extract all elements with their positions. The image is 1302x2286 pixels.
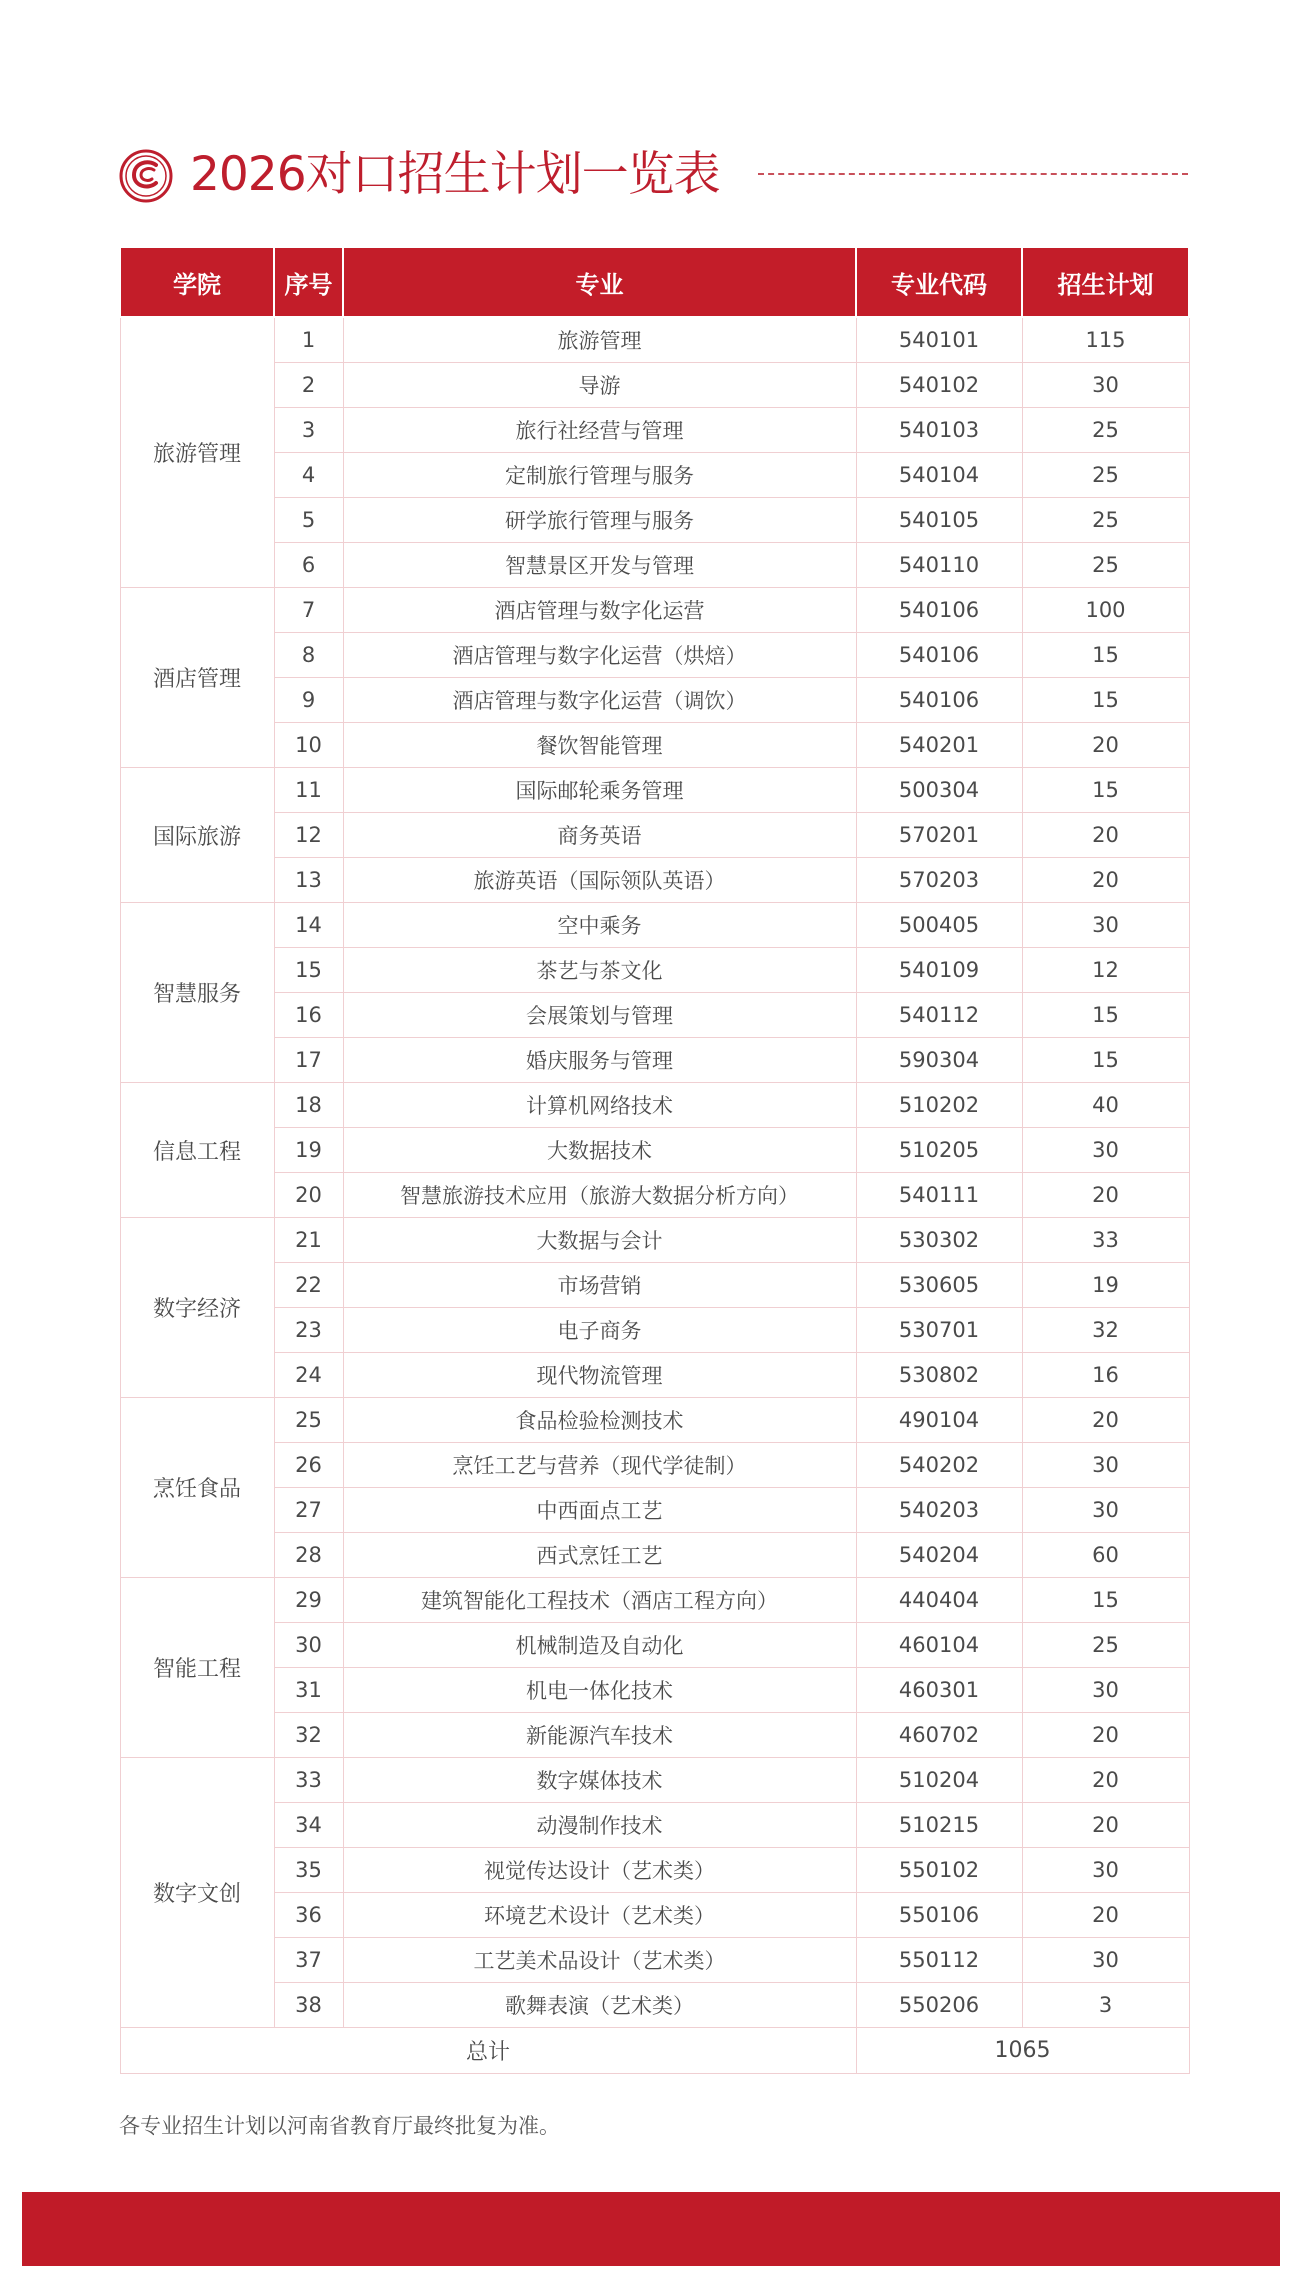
row-number: 27 xyxy=(274,1488,343,1533)
major-code: 530802 xyxy=(856,1353,1022,1398)
major-name: 现代物流管理 xyxy=(343,1353,856,1398)
table-row xyxy=(120,1443,1189,1488)
plan-count: 40 xyxy=(1022,1083,1189,1128)
major-name: 酒店管理与数字化运营（调饮） xyxy=(343,678,856,723)
college-cell: 酒店管理 xyxy=(120,588,274,768)
major-code: 540106 xyxy=(856,633,1022,678)
row-number: 28 xyxy=(274,1533,343,1578)
major-name: 研学旅行管理与服务 xyxy=(343,498,856,543)
major-name: 智慧景区开发与管理 xyxy=(343,543,856,588)
major-code: 490104 xyxy=(856,1398,1022,1443)
table-row xyxy=(120,1668,1189,1713)
major-code: 540204 xyxy=(856,1533,1022,1578)
table-row xyxy=(120,813,1189,858)
row-number: 34 xyxy=(274,1803,343,1848)
table-row xyxy=(120,453,1189,498)
plan-count: 12 xyxy=(1022,948,1189,993)
major-name: 市场营销 xyxy=(343,1263,856,1308)
major-name: 酒店管理与数字化运营 xyxy=(343,588,856,633)
row-number: 17 xyxy=(274,1038,343,1083)
plan-count: 20 xyxy=(1022,813,1189,858)
row-number: 5 xyxy=(274,498,343,543)
major-code: 540112 xyxy=(856,993,1022,1038)
major-code: 460104 xyxy=(856,1623,1022,1668)
major-name: 西式烹饪工艺 xyxy=(343,1533,856,1578)
table-row xyxy=(120,1488,1189,1533)
table-row xyxy=(120,1083,1189,1128)
footnote: 各专业招生计划以河南省教育厅最终批复为准。 xyxy=(119,2114,560,2138)
header-major-code: 专业代码 xyxy=(856,247,1022,317)
table-row xyxy=(120,317,1189,363)
plan-count: 19 xyxy=(1022,1263,1189,1308)
major-name: 大数据技术 xyxy=(343,1128,856,1173)
plan-count: 30 xyxy=(1022,903,1189,948)
row-number: 38 xyxy=(274,1983,343,2028)
table-row xyxy=(120,903,1189,948)
footer-band xyxy=(22,2192,1280,2266)
major-name: 环境艺术设计（艺术类） xyxy=(343,1893,856,1938)
row-number: 16 xyxy=(274,993,343,1038)
row-number: 21 xyxy=(274,1218,343,1263)
plan-count: 25 xyxy=(1022,453,1189,498)
plan-count: 15 xyxy=(1022,1038,1189,1083)
row-number: 26 xyxy=(274,1443,343,1488)
table-row xyxy=(120,1173,1189,1218)
plan-count: 30 xyxy=(1022,1443,1189,1488)
table-row xyxy=(120,543,1189,588)
title-row xyxy=(118,140,1188,210)
plan-count: 20 xyxy=(1022,723,1189,768)
table-row xyxy=(120,1938,1189,1983)
major-code: 510215 xyxy=(856,1803,1022,1848)
major-name: 工艺美术品设计（艺术类） xyxy=(343,1938,856,1983)
row-number: 8 xyxy=(274,633,343,678)
major-name: 建筑智能化工程技术（酒店工程方向） xyxy=(343,1578,856,1623)
table-header-row xyxy=(120,247,1189,317)
major-name: 计算机网络技术 xyxy=(343,1083,856,1128)
major-name: 商务英语 xyxy=(343,813,856,858)
major-code: 570203 xyxy=(856,858,1022,903)
plan-count: 15 xyxy=(1022,1578,1189,1623)
major-code: 540111 xyxy=(856,1173,1022,1218)
major-name: 婚庆服务与管理 xyxy=(343,1038,856,1083)
major-code: 460702 xyxy=(856,1713,1022,1758)
major-name: 食品检验检测技术 xyxy=(343,1398,856,1443)
major-name: 歌舞表演（艺术类） xyxy=(343,1983,856,2028)
major-code: 550102 xyxy=(856,1848,1022,1893)
row-number: 18 xyxy=(274,1083,343,1128)
table-row xyxy=(120,588,1189,633)
major-name: 茶艺与茶文化 xyxy=(343,948,856,993)
major-name: 视觉传达设计（艺术类） xyxy=(343,1848,856,1893)
major-name: 酒店管理与数字化运营（烘焙） xyxy=(343,633,856,678)
plan-count: 25 xyxy=(1022,1623,1189,1668)
college-cell: 国际旅游 xyxy=(120,768,274,903)
plan-count: 25 xyxy=(1022,498,1189,543)
major-name: 国际邮轮乘务管理 xyxy=(343,768,856,813)
row-number: 6 xyxy=(274,543,343,588)
college-cell: 智能工程 xyxy=(120,1578,274,1758)
major-code: 540110 xyxy=(856,543,1022,588)
table-row xyxy=(120,1353,1189,1398)
major-code: 540104 xyxy=(856,453,1022,498)
row-number: 7 xyxy=(274,588,343,633)
table-row xyxy=(120,1758,1189,1803)
major-code: 550112 xyxy=(856,1938,1022,1983)
college-cell: 烹饪食品 xyxy=(120,1398,274,1578)
plan-count: 15 xyxy=(1022,993,1189,1038)
plan-count: 30 xyxy=(1022,1128,1189,1173)
major-name: 新能源汽车技术 xyxy=(343,1713,856,1758)
plan-count: 15 xyxy=(1022,768,1189,813)
row-number: 30 xyxy=(274,1623,343,1668)
row-number: 3 xyxy=(274,408,343,453)
major-name: 旅行社经营与管理 xyxy=(343,408,856,453)
total-row xyxy=(120,2028,1189,2074)
major-code: 500405 xyxy=(856,903,1022,948)
major-code: 510202 xyxy=(856,1083,1022,1128)
plan-count: 30 xyxy=(1022,1938,1189,1983)
page-title: 2026对口招生计划一览表 xyxy=(190,147,720,202)
major-name: 空中乘务 xyxy=(343,903,856,948)
table-row xyxy=(120,1893,1189,1938)
major-name: 动漫制作技术 xyxy=(343,1803,856,1848)
table-row xyxy=(120,1848,1189,1893)
row-number: 25 xyxy=(274,1398,343,1443)
major-code: 540102 xyxy=(856,363,1022,408)
plan-count: 3 xyxy=(1022,1983,1189,2028)
table-row xyxy=(120,1533,1189,1578)
table-row xyxy=(120,1983,1189,2028)
row-number: 36 xyxy=(274,1893,343,1938)
table-row xyxy=(120,1623,1189,1668)
major-code: 540201 xyxy=(856,723,1022,768)
table-row xyxy=(120,678,1189,723)
enrollment-plan-table xyxy=(119,246,1190,2074)
plan-count: 100 xyxy=(1022,588,1189,633)
major-code: 540106 xyxy=(856,678,1022,723)
major-name: 电子商务 xyxy=(343,1308,856,1353)
major-code: 540106 xyxy=(856,588,1022,633)
plan-count: 15 xyxy=(1022,678,1189,723)
table-row xyxy=(120,858,1189,903)
plan-count: 20 xyxy=(1022,1803,1189,1848)
header-major: 专业 xyxy=(343,247,856,317)
plan-count: 30 xyxy=(1022,1668,1189,1713)
plan-count: 20 xyxy=(1022,1758,1189,1803)
major-name: 中西面点工艺 xyxy=(343,1488,856,1533)
table-row xyxy=(120,1263,1189,1308)
table-row xyxy=(120,408,1189,453)
row-number: 31 xyxy=(274,1668,343,1713)
major-name: 餐饮智能管理 xyxy=(343,723,856,768)
plan-count: 16 xyxy=(1022,1353,1189,1398)
table-row xyxy=(120,948,1189,993)
table-row xyxy=(120,993,1189,1038)
major-name: 导游 xyxy=(343,363,856,408)
row-number: 24 xyxy=(274,1353,343,1398)
major-code: 540105 xyxy=(856,498,1022,543)
row-number: 4 xyxy=(274,453,343,498)
plan-count: 30 xyxy=(1022,363,1189,408)
major-code: 500304 xyxy=(856,768,1022,813)
college-cell: 数字经济 xyxy=(120,1218,274,1398)
major-name: 数字媒体技术 xyxy=(343,1758,856,1803)
major-code: 590304 xyxy=(856,1038,1022,1083)
table-row xyxy=(120,1308,1189,1353)
header-enrollment-plan: 招生计划 xyxy=(1022,247,1189,317)
table-row xyxy=(120,1128,1189,1173)
major-name: 会展策划与管理 xyxy=(343,993,856,1038)
major-code: 540103 xyxy=(856,408,1022,453)
major-code: 530701 xyxy=(856,1308,1022,1353)
plan-count: 20 xyxy=(1022,858,1189,903)
major-name: 机械制造及自动化 xyxy=(343,1623,856,1668)
plan-count: 25 xyxy=(1022,408,1189,453)
row-number: 11 xyxy=(274,768,343,813)
row-number: 1 xyxy=(274,317,343,363)
title-dashed-rule xyxy=(758,173,1188,175)
major-name: 烹饪工艺与营养（现代学徒制） xyxy=(343,1443,856,1488)
major-code: 570201 xyxy=(856,813,1022,858)
total-label: 总计 xyxy=(120,2028,856,2074)
row-number: 33 xyxy=(274,1758,343,1803)
table-row xyxy=(120,633,1189,678)
major-code: 510205 xyxy=(856,1128,1022,1173)
table-row xyxy=(120,768,1189,813)
major-code: 530605 xyxy=(856,1263,1022,1308)
major-code: 460301 xyxy=(856,1668,1022,1713)
plan-count: 115 xyxy=(1022,317,1189,363)
header-college: 学院 xyxy=(120,247,274,317)
plan-count: 30 xyxy=(1022,1488,1189,1533)
college-cell: 数字文创 xyxy=(120,1758,274,2028)
row-number: 22 xyxy=(274,1263,343,1308)
college-cell: 智慧服务 xyxy=(120,903,274,1083)
college-cell: 信息工程 xyxy=(120,1083,274,1218)
plan-count: 32 xyxy=(1022,1308,1189,1353)
major-name: 智慧旅游技术应用（旅游大数据分析方向） xyxy=(343,1173,856,1218)
major-code: 540202 xyxy=(856,1443,1022,1488)
row-number: 15 xyxy=(274,948,343,993)
plan-count: 20 xyxy=(1022,1713,1189,1758)
row-number: 37 xyxy=(274,1938,343,1983)
major-code: 530302 xyxy=(856,1218,1022,1263)
table-row xyxy=(120,1803,1189,1848)
major-code: 540109 xyxy=(856,948,1022,993)
plan-count: 20 xyxy=(1022,1893,1189,1938)
major-name: 机电一体化技术 xyxy=(343,1668,856,1713)
row-number: 2 xyxy=(274,363,343,408)
table-row xyxy=(120,1578,1189,1623)
table-row xyxy=(120,1218,1189,1263)
row-number: 19 xyxy=(274,1128,343,1173)
row-number: 10 xyxy=(274,723,343,768)
total-value: 1065 xyxy=(856,2028,1189,2074)
plan-count: 33 xyxy=(1022,1218,1189,1263)
major-name: 旅游管理 xyxy=(343,317,856,363)
major-name: 定制旅行管理与服务 xyxy=(343,453,856,498)
plan-count: 30 xyxy=(1022,1848,1189,1893)
table-row xyxy=(120,1398,1189,1443)
table-row xyxy=(120,498,1189,543)
header-number: 序号 xyxy=(274,247,343,317)
plan-count: 60 xyxy=(1022,1533,1189,1578)
major-code: 440404 xyxy=(856,1578,1022,1623)
row-number: 12 xyxy=(274,813,343,858)
table-row xyxy=(120,723,1189,768)
row-number: 23 xyxy=(274,1308,343,1353)
plan-count: 20 xyxy=(1022,1173,1189,1218)
major-code: 510204 xyxy=(856,1758,1022,1803)
major-code: 550206 xyxy=(856,1983,1022,2028)
row-number: 32 xyxy=(274,1713,343,1758)
row-number: 20 xyxy=(274,1173,343,1218)
major-code: 540203 xyxy=(856,1488,1022,1533)
major-name: 大数据与会计 xyxy=(343,1218,856,1263)
table-row xyxy=(120,1713,1189,1758)
major-code: 550106 xyxy=(856,1893,1022,1938)
row-number: 14 xyxy=(274,903,343,948)
row-number: 13 xyxy=(274,858,343,903)
row-number: 35 xyxy=(274,1848,343,1893)
swirl-circle-logo xyxy=(118,148,174,204)
plan-count: 20 xyxy=(1022,1398,1189,1443)
major-name: 旅游英语（国际领队英语） xyxy=(343,858,856,903)
plan-count: 25 xyxy=(1022,543,1189,588)
college-cell: 旅游管理 xyxy=(120,317,274,588)
table-row xyxy=(120,363,1189,408)
row-number: 29 xyxy=(274,1578,343,1623)
table-row xyxy=(120,1038,1189,1083)
row-number: 9 xyxy=(274,678,343,723)
plan-count: 15 xyxy=(1022,633,1189,678)
major-code: 540101 xyxy=(856,317,1022,363)
